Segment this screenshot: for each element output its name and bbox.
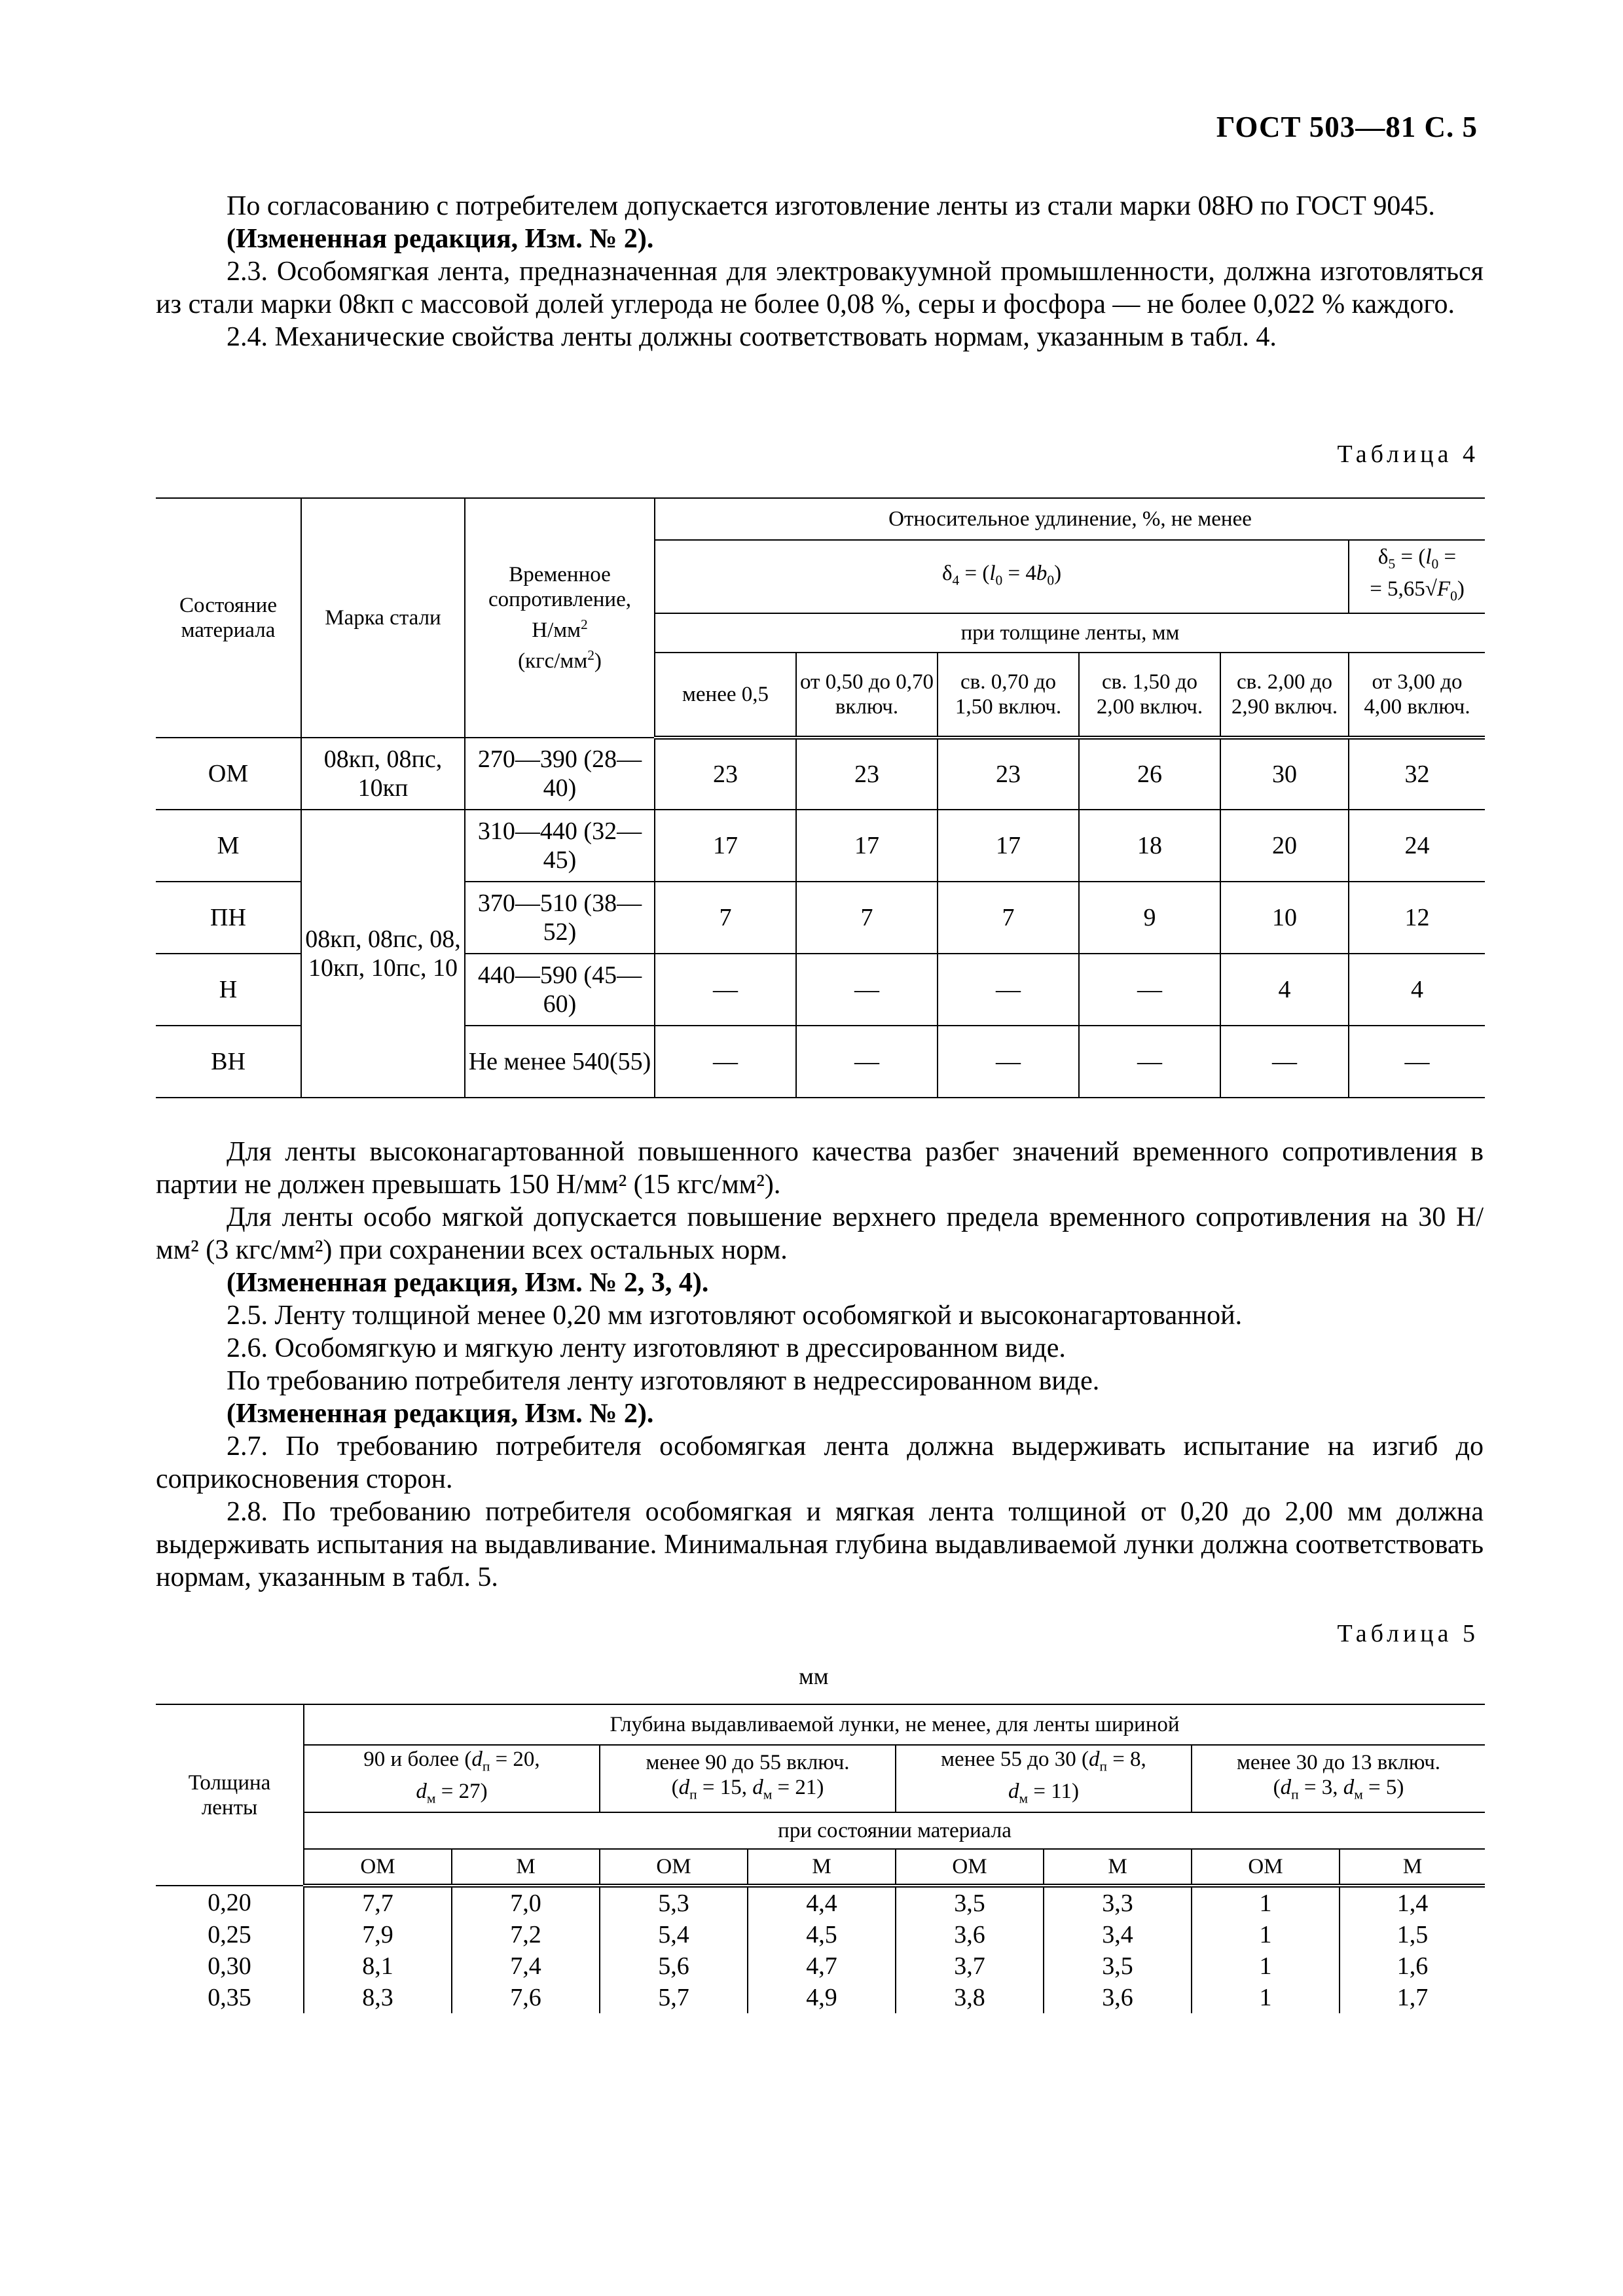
- t5-h-depth: Глубина выдавливаемой лунки, не менее, для ленты шириной: [304, 1704, 1485, 1745]
- t5-cell-value: 1,7: [1340, 1982, 1485, 2013]
- t4-col-header: от 0,50 до 0,70 включ.: [796, 653, 938, 738]
- t4-cell-value: 7: [938, 882, 1079, 954]
- t5-cell-value: 7,7: [304, 1886, 452, 1919]
- t4-h-d5-sym: δ: [1377, 545, 1389, 569]
- t4-cell-value: 4: [1349, 954, 1485, 1026]
- t4-cell-value: —: [1079, 1026, 1220, 1098]
- t4-cell-value: 4: [1220, 954, 1349, 1026]
- t5-cell-value: 7,9: [304, 1919, 452, 1950]
- paragraph: Для ленты особо мягкой допускается повышение верхнего предела временного сопротивления на 30 Н/мм² (3 кгс/мм²) при сохранении всех остальных норм.: [156, 1202, 1484, 1265]
- t4-cell-value: 23: [655, 738, 796, 810]
- t5-cell-value: 3,7: [896, 1950, 1044, 1982]
- t4-cell-strength: Не менее 540(55): [465, 1026, 655, 1098]
- table-row: [156, 1919, 1485, 1950]
- t4-cell-value: 23: [796, 738, 938, 810]
- t4-col-header: св. 2,00 до 2,90 включ.: [1220, 653, 1349, 738]
- t5-group-3: менее 55 до 30 ($d_п = 8$, $d_м = 11$): [896, 1745, 1192, 1812]
- paragraph: По согласованию с потребителем допускается изготовление ленты из стали марки 08Ю по ГОСТ 9045.: [227, 191, 1435, 221]
- t4-cell-grade-shared: 08кп, 08пс, 08, 10кп, 10пс, 10: [301, 810, 465, 1098]
- t5-group-1: 90 и более ($d_п = 20$, $d_м = 27$): [304, 1745, 600, 1812]
- t5-cell-value: 1,6: [1340, 1950, 1485, 1982]
- t4-cell-state: М: [156, 810, 301, 882]
- t4-h-d5: $\delta_5 = (l_0$ = = $5,65√F_0$): [1349, 540, 1485, 613]
- t5-cell-value: 4,5: [748, 1919, 896, 1950]
- t5-sub-header: М: [452, 1849, 600, 1886]
- t4-h-strength-3: (кгс/мм: [518, 649, 588, 673]
- t5-group-4-label: менее 30 до 13 включ.: [1236, 1751, 1441, 1775]
- t4-h-thickness: при толщине ленты, мм: [655, 613, 1485, 653]
- t4-cell-value: —: [1349, 1026, 1485, 1098]
- t5-sub-header: ОМ: [896, 1849, 1044, 1886]
- t4-cell-value: 20: [1220, 810, 1349, 882]
- t5-cell-value: 3,5: [896, 1886, 1044, 1919]
- table4-caption: Таблица 4: [1337, 440, 1479, 468]
- paragraph: 2.8. По требованию потребителя особомягкая и мягкая лента толщиной от 0,20 до 2,00 мм должна выдерживать испытания на выдавливание. Минимальная глубина выдавливаемой лунки должна соответствовать нормам, указанным в табл. 5.: [156, 1497, 1484, 1592]
- t4-col-header: от 3,00 до 4,00 включ.: [1349, 653, 1485, 738]
- t4-cell-strength: 370—510 (38—52): [465, 882, 655, 954]
- t5-sub-header: ОМ: [304, 1849, 452, 1886]
- t5-cell-value: 1: [1192, 1950, 1340, 1982]
- t4-cell-value: 26: [1079, 738, 1220, 810]
- t4-col-header: св. 0,70 до 1,50 включ.: [938, 653, 1079, 738]
- t5-cell-value: 1: [1192, 1982, 1340, 2013]
- t4-cell-state: ВН: [156, 1026, 301, 1098]
- t4-cell-value: —: [655, 954, 796, 1026]
- t5-cell-value: 3,8: [896, 1982, 1044, 2013]
- t4-cell-value: —: [655, 1026, 796, 1098]
- t4-cell-value: —: [938, 1026, 1079, 1098]
- t5-cell-value: 5,4: [600, 1919, 748, 1950]
- t5-cell-value: 3,3: [1044, 1886, 1192, 1919]
- paragraph: (Измененная редакция, Изм. № 2).: [227, 224, 654, 254]
- t4-cell-value: 12: [1349, 882, 1485, 954]
- table-row: [156, 1982, 1485, 2013]
- t5-cell-value: 1: [1192, 1886, 1340, 1919]
- paragraph: (Измененная редакция, Изм. № 2).: [227, 1399, 654, 1429]
- t5-cell-value: 1,5: [1340, 1919, 1485, 1950]
- t4-cell-value: 9: [1079, 882, 1220, 954]
- t5-h-thickness: Толщина ленты: [156, 1704, 304, 1886]
- paragraph: По требованию потребителя ленту изготовляют в недрессированном виде.: [227, 1366, 1100, 1396]
- t5-group-2-label: менее 90 до 55 включ.: [646, 1751, 850, 1775]
- t5-cell-value: 3,5: [1044, 1950, 1192, 1982]
- t5-cell-value: 5,7: [600, 1982, 748, 2013]
- t4-cell-value: —: [938, 954, 1079, 1026]
- t5-cell-thickness: 0,25: [156, 1919, 304, 1950]
- t4-h-strength-2: Н/мм: [532, 619, 581, 642]
- middle-paragraphs: [156, 1136, 1484, 1594]
- t4-cell-value: 23: [938, 738, 1079, 810]
- t4-cell-value: 17: [938, 810, 1079, 882]
- t5-cell-value: 5,3: [600, 1886, 748, 1919]
- t5-cell-value: 3,4: [1044, 1919, 1192, 1950]
- table5-caption: Таблица 5: [1337, 1620, 1479, 1647]
- t5-cell-value: 7,2: [452, 1919, 600, 1950]
- t5-cell-value: 1: [1192, 1919, 1340, 1950]
- t5-cell-value: 5,6: [600, 1950, 748, 1982]
- t4-col-header: св. 1,50 до 2,00 включ.: [1079, 653, 1220, 738]
- table-4: [156, 497, 1485, 1098]
- t5-group-3-label: менее 55 до 30: [941, 1748, 1076, 1771]
- paragraph: 2.6. Особомягкую и мягкую ленту изготовляют в дрессированном виде.: [227, 1333, 1066, 1363]
- t4-cell-value: —: [1079, 954, 1220, 1026]
- t5-sub-header: М: [1340, 1849, 1485, 1886]
- paragraph: 2.7. По требованию потребителя особомягкая лента должна выдерживать испытание на изгиб до соприкосновения сторон.: [156, 1431, 1484, 1494]
- t4-cell-state: ПН: [156, 882, 301, 954]
- table-row: [156, 810, 1485, 882]
- t4-cell-value: 32: [1349, 738, 1485, 810]
- table5-units: мм: [799, 1663, 829, 1689]
- t4-h-strength-1: Временное сопротивление,: [488, 563, 631, 611]
- t5-cell-value: 7,4: [452, 1950, 600, 1982]
- t5-sub-header: ОМ: [600, 1849, 748, 1886]
- paragraph: 2.3. Особомягкая лента, предназначенная для электровакуумной промышленности, должна изготовляться из стали марки 08кп с массовой долей углерода не более 0,08 %, серы и фосфора — не более 0,022 % каждого.: [156, 257, 1484, 319]
- t5-cell-value: 4,4: [748, 1886, 896, 1919]
- t5-cell-value: 8,3: [304, 1982, 452, 2013]
- t4-h-strength: Временное сопротивление, $Н/мм^2$ $(кгс/мм^2)$: [465, 498, 655, 738]
- t5-cell-thickness: 0,20: [156, 1886, 304, 1919]
- t4-h-d4: $\delta_4 = (l_0 = 4b_0)$: [655, 540, 1349, 613]
- t4-cell-value: 24: [1349, 810, 1485, 882]
- t4-cell-value: —: [796, 954, 938, 1026]
- t5-sub-header: ОМ: [1192, 1849, 1340, 1886]
- t4-cell-state: Н: [156, 954, 301, 1026]
- t4-cell-grade: 08кп, 08пс, 10кп: [301, 738, 465, 810]
- table-row: [156, 1886, 1485, 1919]
- t5-group-4: менее 30 до 13 включ. ($d_п = 3$, $d_м = 5$): [1192, 1745, 1485, 1812]
- paragraph: 2.5. Ленту толщиной менее 0,20 мм изготовляют особомягкой и высоконагартованной.: [227, 1300, 1243, 1331]
- t5-h-state: при состоянии материала: [304, 1812, 1485, 1849]
- t5-cell-value: 7,0: [452, 1886, 600, 1919]
- t4-col-header: менее 0,5: [655, 653, 796, 738]
- paragraph: (Измененная редакция, Изм. № 2, 3, 4).: [227, 1268, 709, 1298]
- t4-h-d4-sym: δ: [941, 561, 953, 585]
- t5-cell-value: 4,9: [748, 1982, 896, 2013]
- t4-cell-strength: 440—590 (45—60): [465, 954, 655, 1026]
- table-5: [156, 1704, 1485, 2013]
- t5-cell-thickness: 0,30: [156, 1950, 304, 1982]
- t5-cell-thickness: 0,35: [156, 1982, 304, 2013]
- table-row: [156, 738, 1485, 810]
- t4-cell-state: ОМ: [156, 738, 301, 810]
- t4-cell-value: 10: [1220, 882, 1349, 954]
- t5-sub-header: М: [748, 1849, 896, 1886]
- paragraph: Для ленты высоконагартованной повышенного качества разбег значений временного сопротивления в партии не должен превышать 150 Н/мм² (15 кгс/мм²).: [156, 1137, 1484, 1200]
- t4-cell-value: 30: [1220, 738, 1349, 810]
- t4-cell-value: 7: [655, 882, 796, 954]
- t5-cell-value: 4,7: [748, 1950, 896, 1982]
- t4-cell-value: —: [1220, 1026, 1349, 1098]
- t4-cell-value: 18: [1079, 810, 1220, 882]
- t4-cell-value: —: [796, 1026, 938, 1098]
- t4-h-elong: Относительное удлинение, %, не менее: [655, 498, 1485, 540]
- t4-cell-strength: 310—440 (32—45): [465, 810, 655, 882]
- t4-cell-value: 7: [796, 882, 938, 954]
- table-row: [156, 1950, 1485, 1982]
- page-header: ГОСТ 503—81 С. 5: [1216, 111, 1478, 143]
- t5-cell-value: 1,4: [1340, 1886, 1485, 1919]
- t5-cell-value: 7,6: [452, 1982, 600, 2013]
- t4-h-state: Состояние материала: [156, 498, 301, 738]
- t5-cell-value: 3,6: [1044, 1982, 1192, 2013]
- t4-cell-value: 17: [655, 810, 796, 882]
- t5-group-2: менее 90 до 55 включ. ($d_п = 15$, $d_м = 21$): [600, 1745, 896, 1812]
- t5-sub-header: М: [1044, 1849, 1192, 1886]
- paragraph: 2.4. Механические свойства ленты должны соответствовать нормам, указанным в табл. 4.: [227, 322, 1277, 352]
- t5-group-1-label: 90 и более: [363, 1748, 460, 1771]
- t4-cell-value: 17: [796, 810, 938, 882]
- t4-cell-strength: 270—390 (28—40): [465, 738, 655, 810]
- top-paragraphs: [156, 190, 1484, 353]
- t4-h-grade: Марка стали: [301, 498, 465, 738]
- t5-cell-value: 8,1: [304, 1950, 452, 1982]
- t5-cell-value: 3,6: [896, 1919, 1044, 1950]
